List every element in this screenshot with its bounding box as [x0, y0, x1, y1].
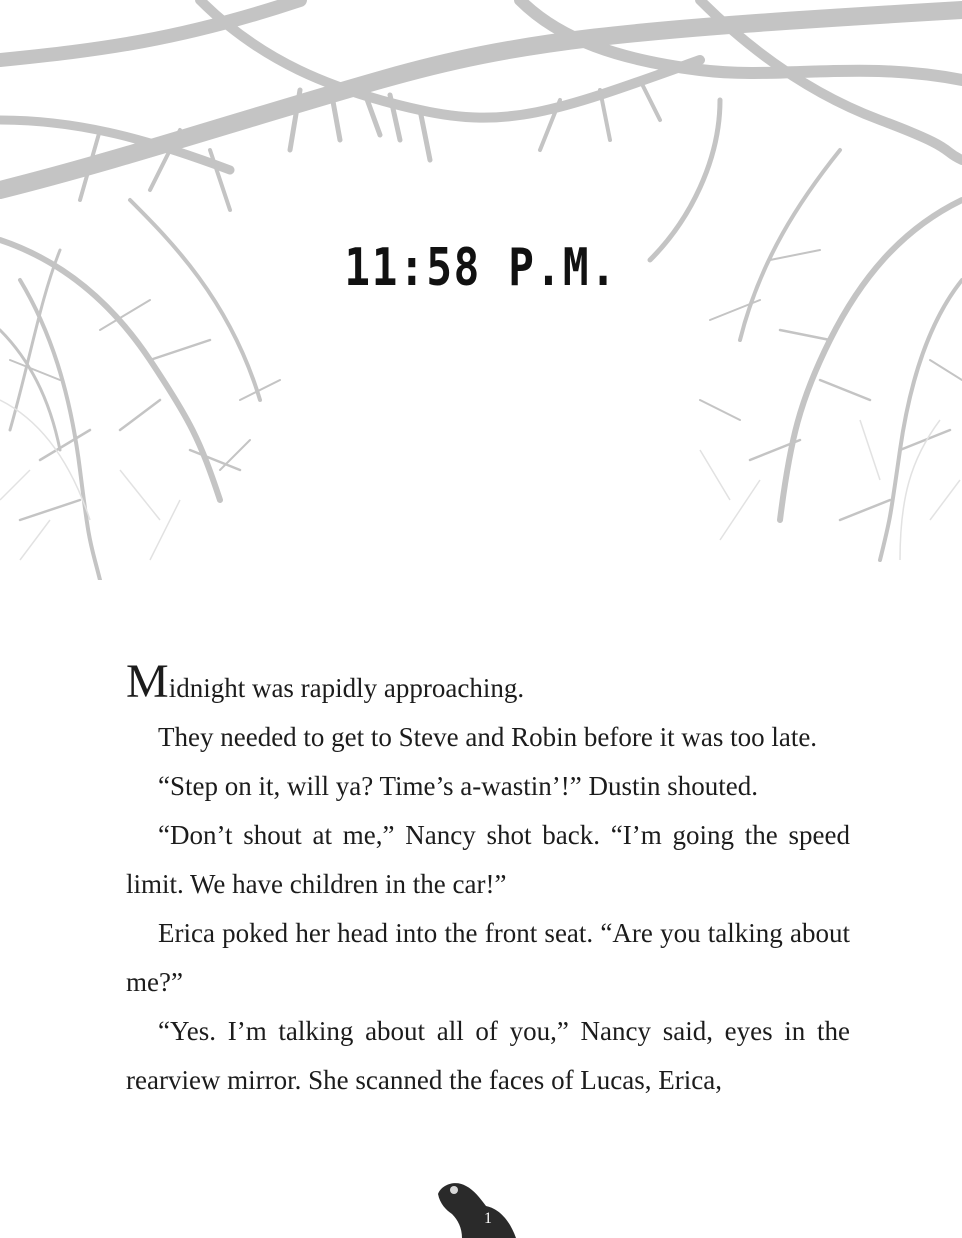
paragraph-1 [126, 655, 850, 713]
paragraph-3: “Step on it, will ya? Time’s a-wastin’!” Dustin shouted. [158, 771, 758, 801]
paragraph-5: Erica poked her head into the front seat. “Are you talking about me?” [126, 918, 850, 997]
page-number: 1 [484, 1210, 492, 1227]
paragraph-4: “Don’t shout at me,” Nancy shot back. “I’m going the speed limit. We have children in the car!” [126, 820, 850, 899]
paragraph-text: idnight was rapidly approaching. [168, 673, 525, 703]
chapter-body [126, 655, 850, 1105]
paragraph-6: “Yes. I’m talking about all of you,” Nancy said, eyes in the rearview mirror. She scanned the faces of Lucas, Erica, [126, 1016, 850, 1095]
chapter-title: 11:58 P.M. [344, 238, 618, 298]
creature-silhouette-icon [428, 1176, 524, 1238]
drop-cap: M [126, 655, 169, 708]
paragraph-2: They needed to get to Steve and Robin before it was too late. [158, 722, 818, 752]
